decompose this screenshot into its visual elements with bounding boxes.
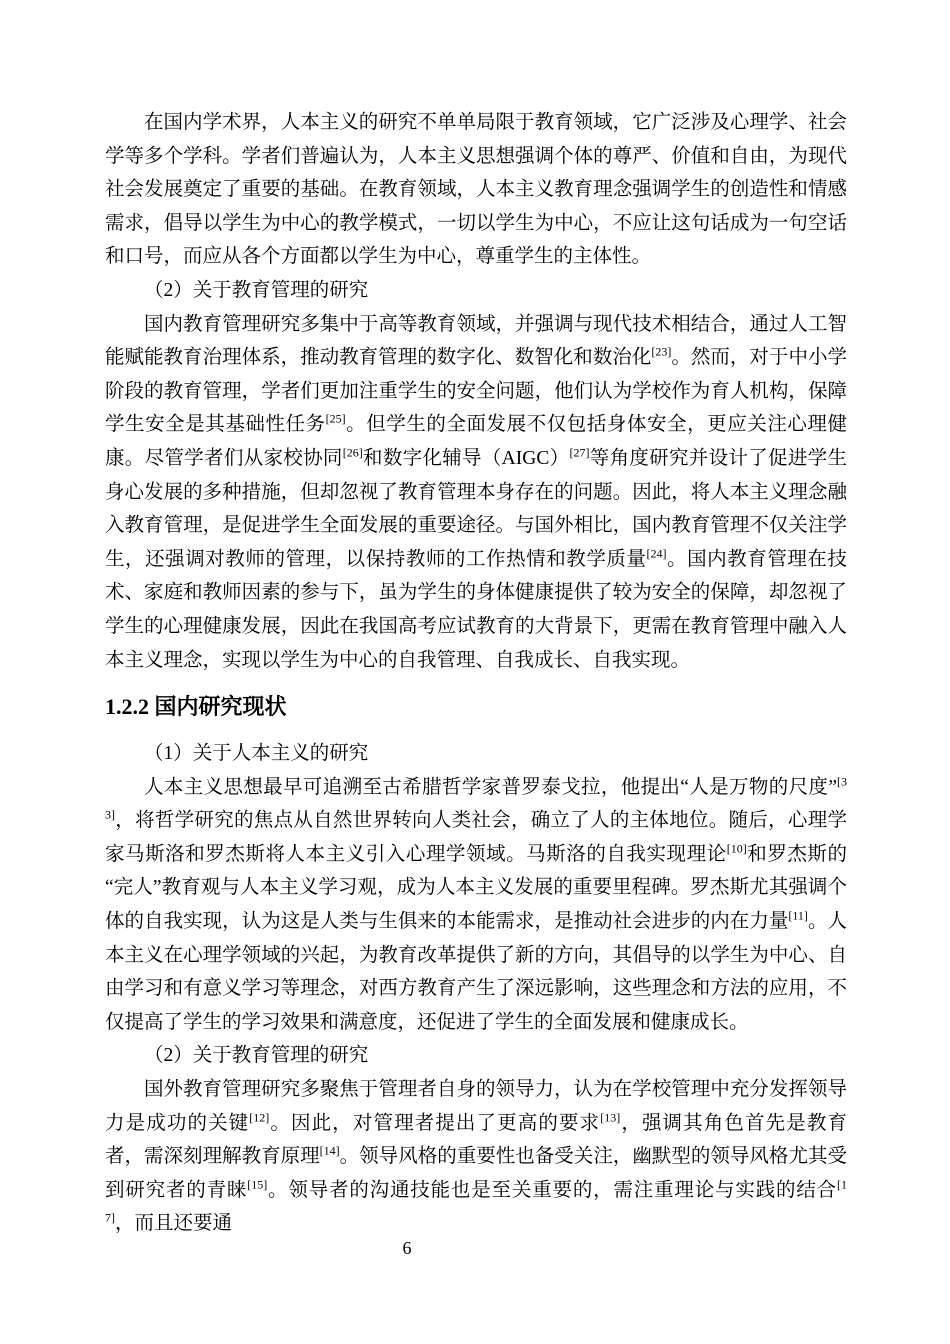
- list-heading-humanism-research: （1）关于人本主义的研究: [144, 743, 369, 765]
- citation-ref: [27]: [569, 445, 590, 460]
- citation-ref: [12]: [249, 1110, 270, 1125]
- citation-ref: [23]: [651, 344, 672, 359]
- citation-ref: [10]: [726, 841, 747, 856]
- document-body: [105, 106, 847, 1241]
- citation-ref: [11]: [788, 908, 808, 923]
- page-footer: [395, 1237, 419, 1259]
- paragraph-humanism-domestic-overview: 在国内学术界，人本主义的研究不单单局限于教育领域，它广泛涉及心理学、社会学等多个学科。学者们普遍认为，人本主义思想强调个体的尊严、价值和自由，为现代社会发展奠定了重要的基础。在教育领域，人本主义教育理念强调学生的创造性和情感需求，倡导以学生为中心的教学模式，一切以学生为中心，不应让这句话成为一句空话和口号，而应从各个方面都以学生为中心，尊重学生的主体性。: [105, 112, 847, 268]
- citation-ref: [24]: [646, 546, 667, 561]
- list-heading-education-management-research-foreign: （2）关于教育管理的研究: [144, 1045, 369, 1067]
- paragraph-humanism-origins: 人本主义思想最早可追溯至古希腊哲学家普罗泰戈拉，他提出“人是万物的尺度”[33]，将哲学研究的焦点从自然世界转向人类社会，确立了人的主体地位。随后，心理学家马斯洛和罗杰斯将人本主义引入心理学领域。马斯洛的自我实现理论[10]和罗杰斯的“完人”教育观与人本主义学习观，成为人本主义发展的重要里程碑。罗杰斯尤其强调个体的自我实现，认为这是人类与生俱来的本能需求，是推动社会进步的内在力量[11]。人本主义在心理学领域的兴起，为教育改革提供了新的方向，其倡导的以学生为中心、自由学习和有意义学习等理念，对西方教育产生了深远影响，这些理念和方法的应用，不仅提高了学生的学习效果和满意度，还促进了学生的全面发展和健康成长。: [105, 774, 847, 1033]
- section-heading-1-2-2: 1.2.2 国内研究现状: [105, 694, 287, 720]
- citation-ref: [26]: [342, 445, 363, 460]
- paragraph-foreign-education-management: 国外教育管理研究多聚焦于管理者自身的领导力，认为在学校管理中充分发挥领导力是成功的关键[12]。因此，对管理者提出了更高的要求[13]，强调其角色首先是教育者，需深刻理解教育原理[14]。领导风格的重要性也备受关注，幽默型的领导风格尤其受到研究者的青睐[15]。领导者的沟通技能也是至关重要的，需注重理论与实践的结合[17]，而且还要通: [105, 1079, 847, 1235]
- list-heading-education-management-research-domestic: （2）关于教育管理的研究: [144, 279, 369, 301]
- citation-ref: [33]: [105, 774, 847, 822]
- citation-ref: [17]: [105, 1177, 847, 1225]
- page-number: 6: [402, 1238, 412, 1258]
- citation-ref: [13]: [600, 1110, 621, 1125]
- paragraph-domestic-education-management: 国内教育管理研究多集中于高等教育领域，并强调与现代技术相结合，通过人工智能赋能教育治理体系，推动教育管理的数字化、数智化和数治化[23]。然而，对于中小学阶段的教育管理，学者们更加注重学生的安全问题，他们认为学校作为育人机构，保障学生安全是其基础性任务[25]。但学生的全面发展不仅包括身体安全，更应关注心理健康。尽管学者们从家校协同[26]和数字化辅导（AIGC）[27]等角度研究并设计了促进学生身心发展的多种措施，但却忽视了教育管理本身存在的问题。因此，将人本主义理念融入教育管理，是促进学生全面发展的重要途径。与国外相比，国内教育管理不仅关注学生，还强调对教师的管理，以保持教师的工作热情和教学质量[24]。国内教育管理在技术、家庭和教师因素的参与下，虽为学生的身体健康提供了较为安全的保障，却忽视了学生的心理健康发展，因此在我国高考应试教育的大背景下，更需在教育管理中融入人本主义理念，实现以学生为中心的自我管理、自我成长、自我实现。: [105, 313, 847, 671]
- citation-ref: [25]: [325, 411, 346, 426]
- citation-ref: [14]: [319, 1143, 340, 1158]
- citation-ref: [15]: [247, 1177, 268, 1192]
